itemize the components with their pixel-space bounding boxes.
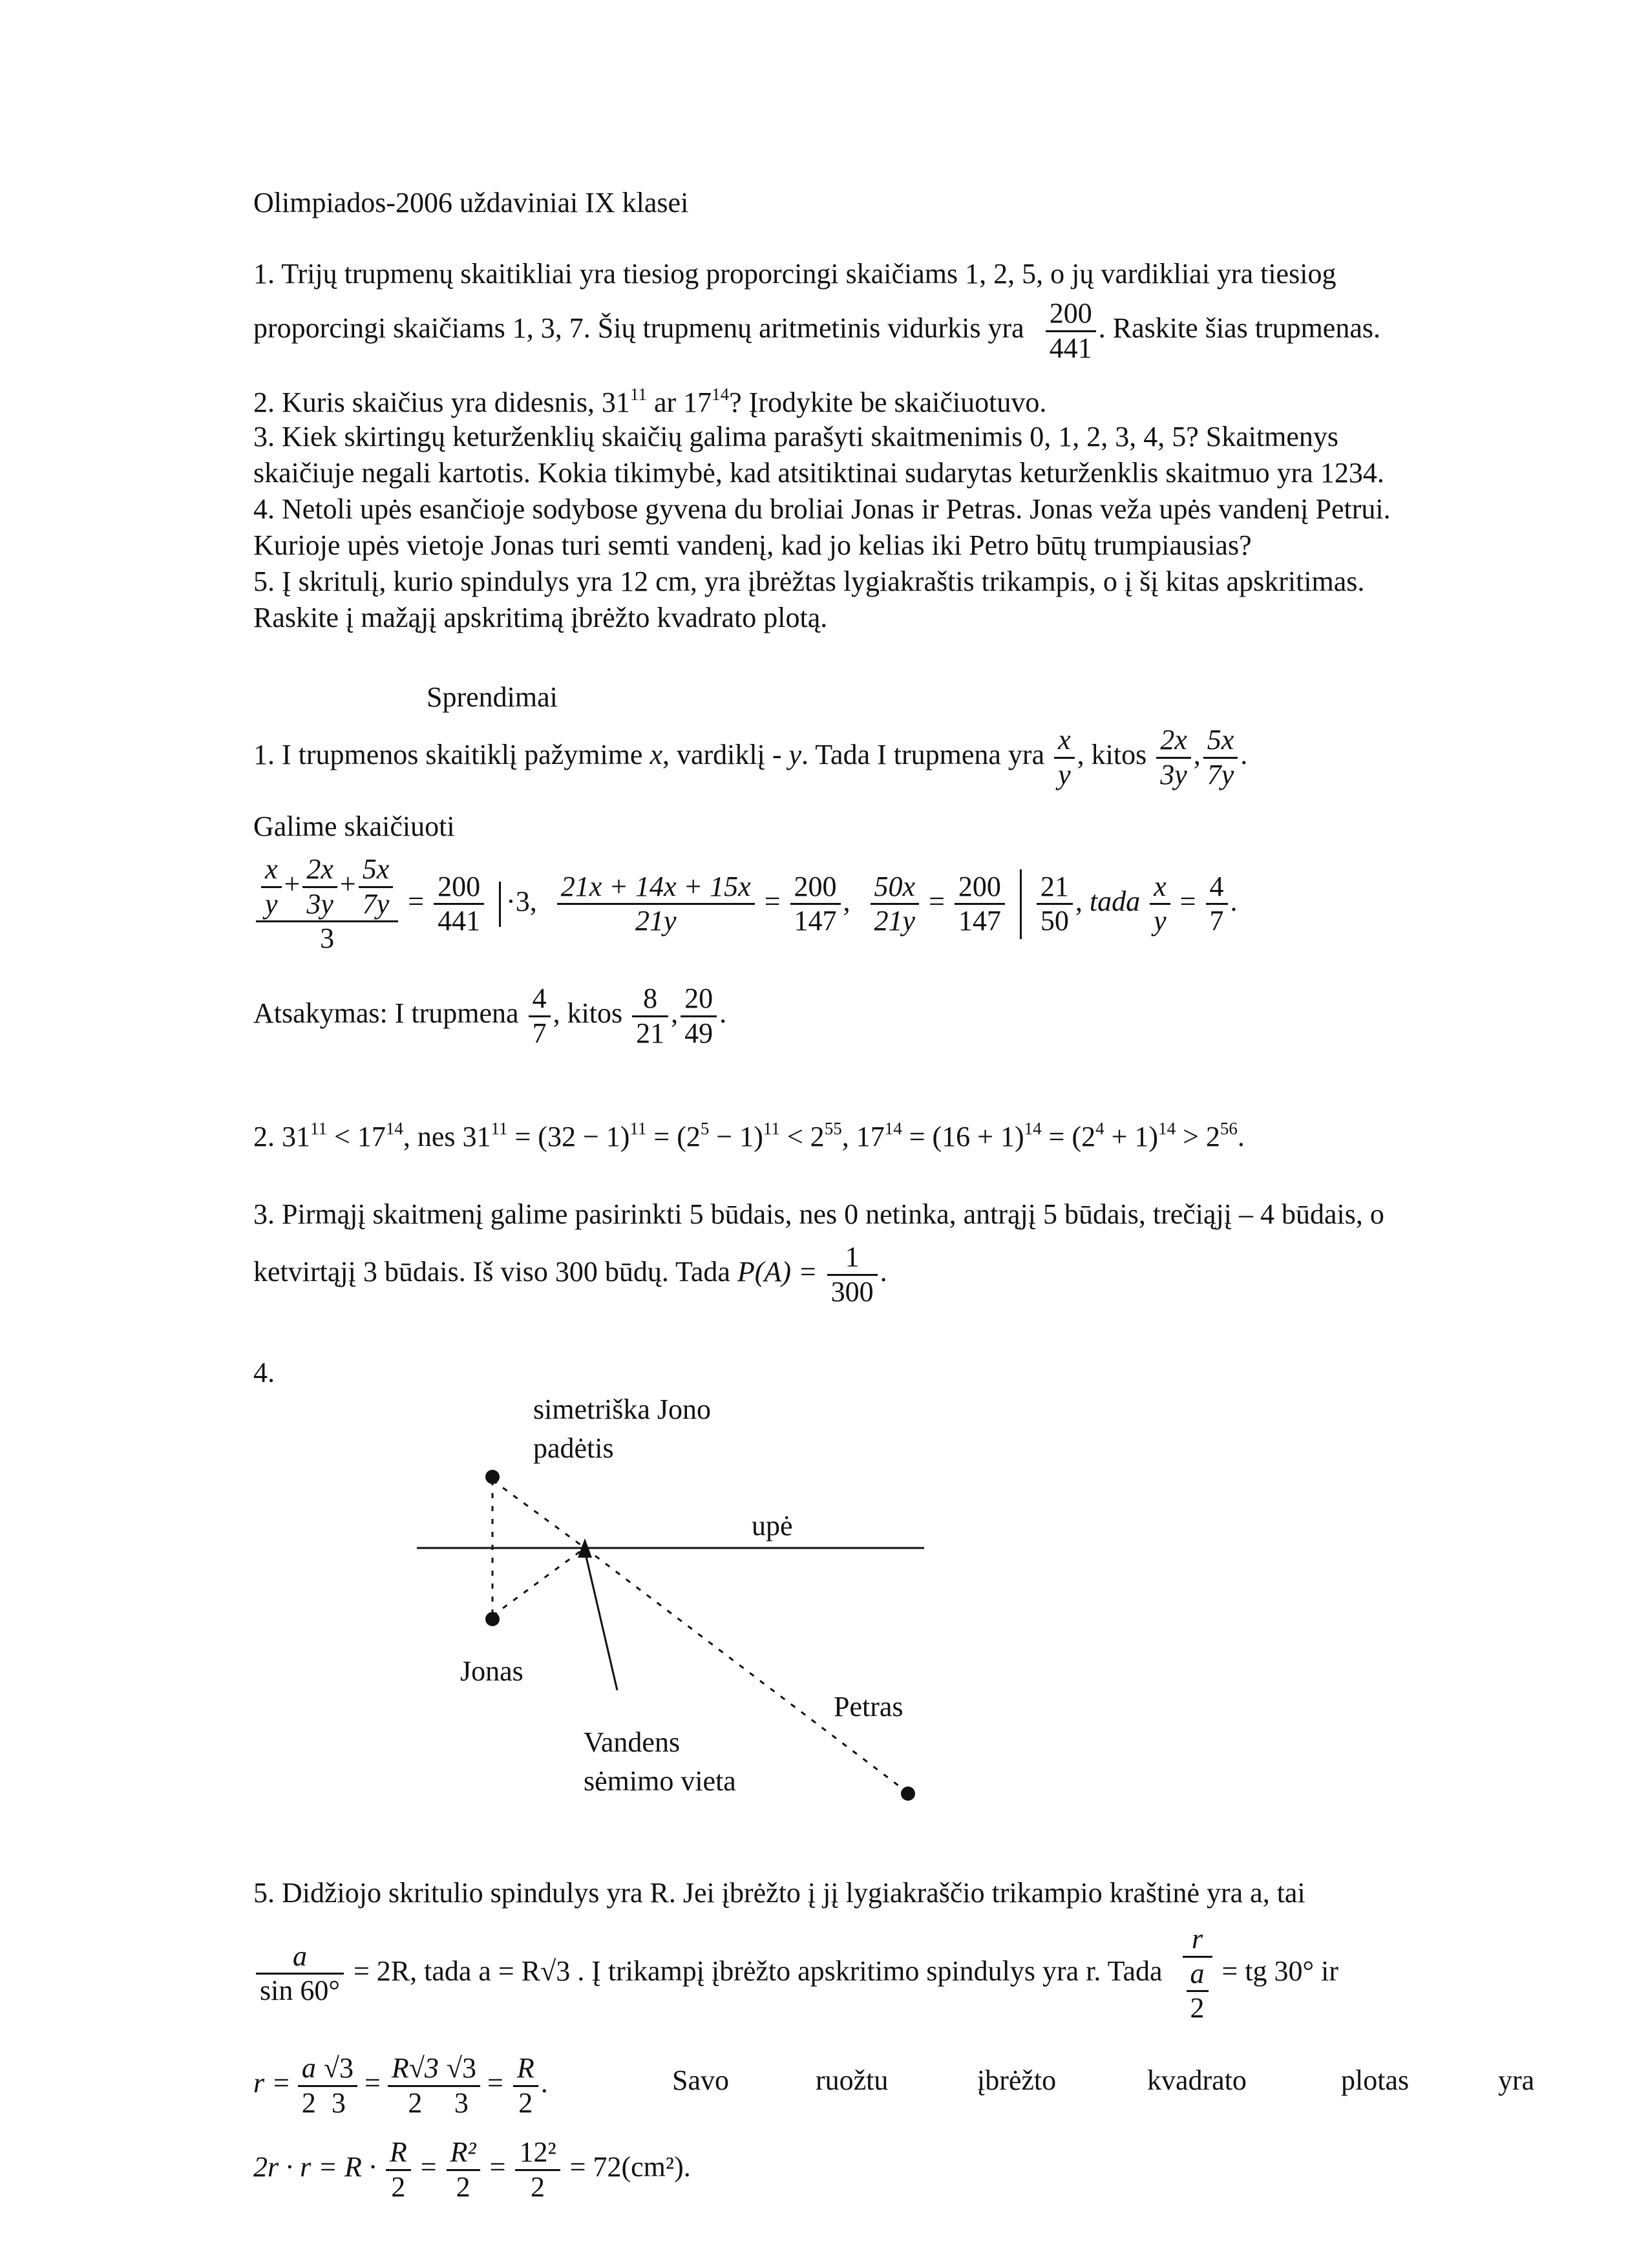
word-yra: yra: [1498, 2064, 1535, 2096]
jonas-point: [485, 1612, 500, 1626]
solution-2: 2. $31^{11} < 17^{14}$, nes $31^{11} = (32 - 1)^{11} = (2^5 - 1)^{11} < 2^{55}$, $17^{14} = (16 + 1)^{14} = (2^4 + 1)^{14} > 2^{56}$.: [253, 1119, 1245, 1152]
average-fraction: $\frac{200}{441}$: [1046, 297, 1096, 365]
word-ibrezto: įbrėžto: [977, 2064, 1057, 2096]
problem-4-line-2: Kurioje upės vietoje Jonas turi semti vandenį, kad jo kelias iki Petro būtų trumpiausias?: [253, 529, 1252, 561]
solution-5-line-4: 2r · r = R · $\frac{R}{2}$ = $\frac{\text{R²}}{2}$ = $\frac{\text{12²}}{2}$ = 72(cm²).: [253, 2136, 691, 2203]
fraction-x-y: $\frac{x}{y}$: [1054, 724, 1075, 791]
spot-label-2: sėmimo vieta: [584, 1765, 736, 1797]
problem-5-line-1: 5. Į skritulį, kurio spindulys yra 12 cm, yra įbrėžtas lygiakraštis trikampis, o į šį kitas apskritimas.: [253, 566, 1365, 597]
fraction-2x-3y: $\frac{2x}{3y}$: [1156, 724, 1191, 791]
pointer-line: [585, 1551, 617, 1690]
solution-1-intro: 1. I trupmenos skaitiklį pažymime x, vardiklį - y. Tada I trupmena yra $\frac{x}{y}$ , kitos $\frac{2x}{3y}$ , $\frac{5x}{7y}$ .: [253, 724, 1248, 790]
word-savo: Savo: [672, 2064, 729, 2096]
solution-3-line-2: ketvirtąjį 3 būdais. Iš viso 300 būdų. Tada P(A) = $\frac{1}{300}$ .: [253, 1241, 887, 1308]
jonas-path-dashed-line: [492, 1548, 585, 1616]
problem-3-line-2: skaičiuje negali kartotis. Kokia tikimybė, kad atsitiktinai sudarytas keturženklis skaitmuo yra 1234.: [253, 457, 1384, 489]
solution-5-line-2: $\frac{a}{\sin 60^\circ}$ = 2R, tada a = R√3 . Į trikampį įbrėžto apskritimo spindulys yra r. Tada $\frac{r}{\frac{a}{2}}$ = tg 30° ir: [253, 1923, 1338, 2025]
fraction-5x-7y: $\frac{5x}{7y}$: [1203, 724, 1238, 791]
solution-1-calculation: $\frac{x}{y}$ + $\frac{2x}{3y}$ + $\frac{5x}{7y}$ 3 = $\frac{200}{441}$ ·3, $\frac{21x + 14x + 15x}{21y}$ = $\frac{200}{147}$ , $\frac{50x}{21y}$ = $\frac{200}{147}$ $\frac{21}{50}$ , tada $\frac{x}{y}$ = $\frac{4}{7}$ .: [253, 853, 1238, 955]
problem-1-line-2: proporcingi skaičiams 1, 3, 7. Šių trupmenų aritmetinis vidurkis yra $\frac{200}{441}$ . Raskite šias trupmenas.: [253, 297, 1380, 364]
word-plotas: plotas: [1341, 2064, 1410, 2096]
jonas-label: Jonas: [460, 1655, 523, 1687]
problem-3-line-1: 3. Kiek skirtingų keturženklių skaičių galima parašyti skaitmenimis 0, 1, 2, 3, 4, 5? Skaitmenys: [253, 421, 1339, 452]
page-title: Olimpiados-2006 uždaviniai IX klasei: [253, 187, 689, 218]
solution-3-line-1: 3. Pirmąjį skaitmenį galime pasirinkti 5 būdais, nes 0 netinka, antrąjį 5 būdais, trečiąjį – 4 būdais, o: [253, 1198, 1384, 1230]
solution-5-line-1: 5. Didžiojo skritulio spindulys yra R. Jei įbrėžto į jį lygiakraščio trikampio kraštinė yra a, tai: [253, 1877, 1305, 1909]
problem-2: 2. Kuris skaičius yra didesnis, $31^{11}$ ar $17^{14}$? Įrodykite be skaičiuotuvo.: [253, 385, 1047, 418]
problem-1-text: proporcingi skaičiams 1, 3, 7. Šių trupmenų aritmetinis vidurkis yra: [253, 312, 1024, 344]
solution-5-line-3: r = $\frac{a}{2}$ $\frac{√3}{3}$ = $\frac{R√3}{2}$ $\frac{√3}{3}$ = $\frac{R}{2}$ .: [253, 2052, 548, 2119]
word-ruoztu: ruožtu: [816, 2064, 889, 2096]
problem-4-line-1: 4. Netoli upės esančioje sodybose gyvena du broliai Jonas ir Petras. Jonas veža upės vandenį Petrui.: [253, 493, 1391, 525]
word-kvadrato: kvadrato: [1147, 2064, 1247, 2096]
galime-skaiciuoti: Galime skaičiuoti: [253, 811, 455, 842]
mirror-point: [485, 1470, 500, 1484]
spot-label-1: Vandens: [584, 1726, 681, 1758]
problem-5-line-2: Raskite į mažąjį apskritimą įbrėžto kvadrato plotą.: [253, 602, 828, 633]
solution-4-label: 4.: [253, 1357, 275, 1388]
mirror-label-1: simetriška Jono: [533, 1394, 711, 1425]
petras-point: [901, 1786, 915, 1801]
solutions-heading: Sprendimai: [427, 681, 558, 713]
problem-1-line-1: 1. Trijų trupmenų skaitikliai yra tiesiog proporcingi skaičiams 1, 2, 5, o jų vardikliai yra tiesiog: [253, 258, 1336, 290]
river-label: upė: [752, 1510, 793, 1542]
petras-label: Petras: [834, 1691, 903, 1722]
solution-1-answer: Atsakymas: I trupmena $\frac{4}{7}$ , kitos $\frac{8}{21}$ , $\frac{20}{49}$ .: [253, 982, 727, 1049]
mean-expression: $\frac{x}{y}$ + $\frac{2x}{3y}$ + $\frac{5x}{7y}$ 3: [256, 853, 398, 955]
mirror-label-2: padėtis: [533, 1432, 614, 1464]
mirror-path-dashed-line: [492, 1480, 585, 1548]
